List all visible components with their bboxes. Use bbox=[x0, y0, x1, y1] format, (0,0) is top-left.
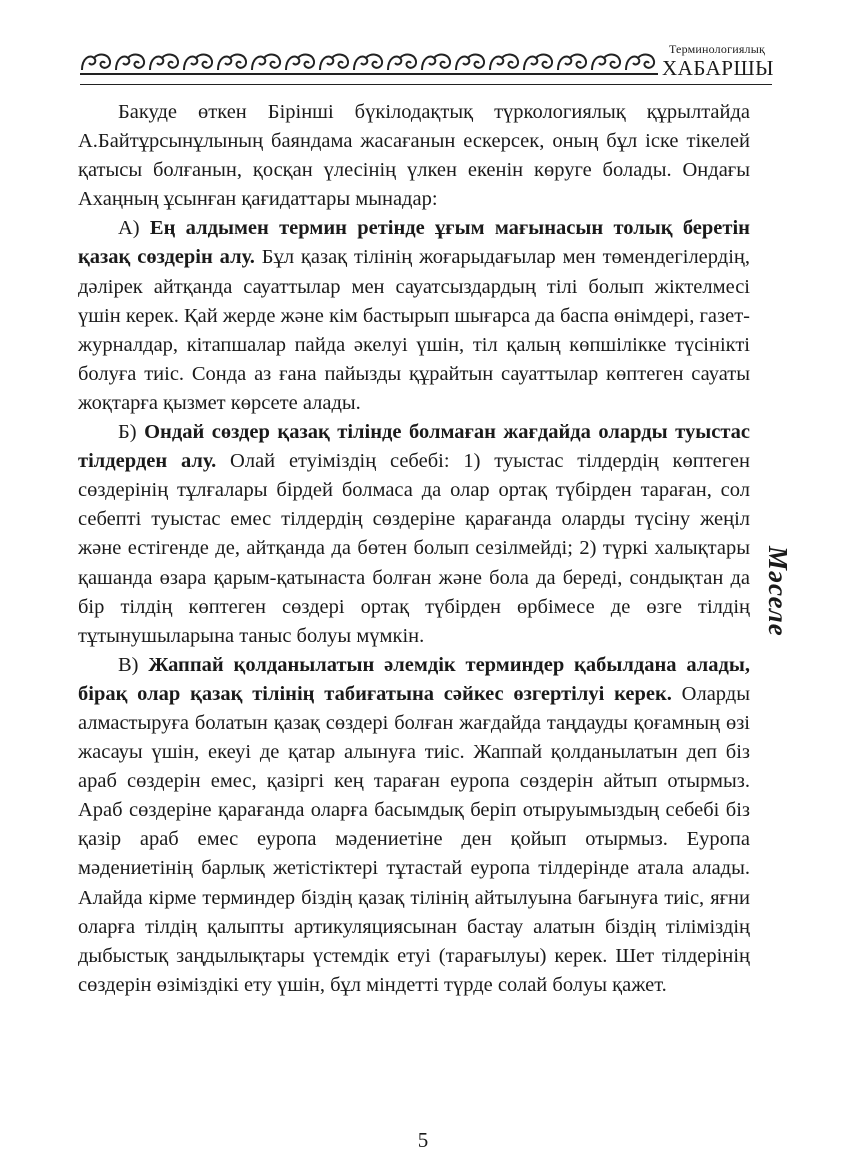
paragraph-intro bbox=[78, 98, 750, 214]
paragraph-a bbox=[78, 214, 750, 418]
principle-heading: Жаппай қолданылатын әлемдік терминдер қабылдана алады, бірақ олар қазақ тілінің табиғатына сәйкес өзгертілуі керек. bbox=[78, 653, 751, 705]
article-body bbox=[78, 98, 750, 1000]
page-header bbox=[80, 40, 772, 84]
paragraph-text: Бакуде өткен Бірінші бүкілодақтық түркологиялық құрылтайда А.Байтұрсынұлының баяндама жасағанын ескерсек, оның бұл іске тікелей қатысы болғанын, қосқан үлесінің үлкен екенін көруге болады. Ондағы Ахаңның ұсынған қағидаттары мынадар: bbox=[78, 101, 750, 211]
journal-title-big: ХАБАРШЫ bbox=[662, 56, 774, 80]
paragraph-text: Оларды алмастыруға болатын қазақ сөздері болған жағдайда таңдауды қоғамның өзі жасауы үшін, екеуі де қатар алынуға тиіс. Жаппай қолданылатын деп біз араб сөздерін емес, қазіргі кең тараған еуропа сөздерін айтып отырмыз. Араб сөздеріне қарағанда оларға басымдық беріп отыруымыздың себебі біз қазір араб емес еуропа мәдениетіне ден қойып отырмыз. Еуропа мәдениетінің барлық жетістіктері тұтастай еуропа тілдерінде атала алады. Алайда кірме терминдер біздің қазақ тілінің айтылуына бағынуға тиіс, яғни оларға тілдің қалыпты артикуляциясынан бастау алатын біздің тіліміздің дыбыстық заңдылықтары үстемдік етуі (тарағылуы) керек. Шет тілдерінің сөздерін өзіміздікі ету үшін, бұл міндетті түрде солай болуы қажет. bbox=[78, 682, 750, 996]
header-rule bbox=[80, 84, 772, 85]
item-marker: Б) bbox=[118, 421, 145, 444]
principle-heading: Ондай сөздер қазақ тілінде болмаған жағдайда оларды туыстас тілдерден алу. bbox=[78, 421, 750, 473]
section-label: Мәселе bbox=[763, 546, 793, 637]
paragraph-text: Бұл қазақ тілінің жоғарыдағылар мен төмендегілердің, дәлірек айтқанда сауаттылар мен сауатсыздардың тілі болып жіктелмесі үшін керек. Қай жерде және кім бастырып шығарса да баспа өнімдері, газет-журналдар, кітапшалар пайда әкелуі үшін, тіл қалың көпшілікке түсінікті болуға тиіс. Сонда аз ғана пайызды құрайтын сауаттылар көптеген сауаты жоқтарға қызмет көрсете алады. bbox=[78, 246, 750, 414]
paragraph-b bbox=[78, 418, 750, 651]
principle-heading: Ең алдымен термин ретінде ұғым мағынасын толық беретін қазақ сөздерін алу. bbox=[78, 217, 750, 269]
ornament-border-icon bbox=[80, 48, 658, 76]
page-number: 5 bbox=[417, 1128, 429, 1152]
item-marker: А) bbox=[118, 217, 150, 240]
journal-title-small: Терминологиялық bbox=[668, 42, 766, 56]
journal-title bbox=[662, 42, 772, 80]
paragraph-v bbox=[78, 651, 750, 1000]
paragraph-text: Олай етуіміздің себебі: 1) туыстас тілдердің көптеген сөздерінің тұлғалары бірдей болмаса да олар ортақ түбірден тараған, сол себепті туыстас емес тілдердің сөздеріне қарағанда оларды түсіну жеңіл және естігенде де, айтқанда да бөтен болып сезілмейді; 2) түркі халықтары қашанда өзара қарым-қатынаста болған және бола да береді, сондықтан да бір тілдің көптеген сөздері ортақ түбірден өрбімесе де өзге тілдің тұтынушыларына таныс болуы мүмкін. bbox=[78, 450, 750, 647]
item-marker: В) bbox=[118, 653, 149, 676]
